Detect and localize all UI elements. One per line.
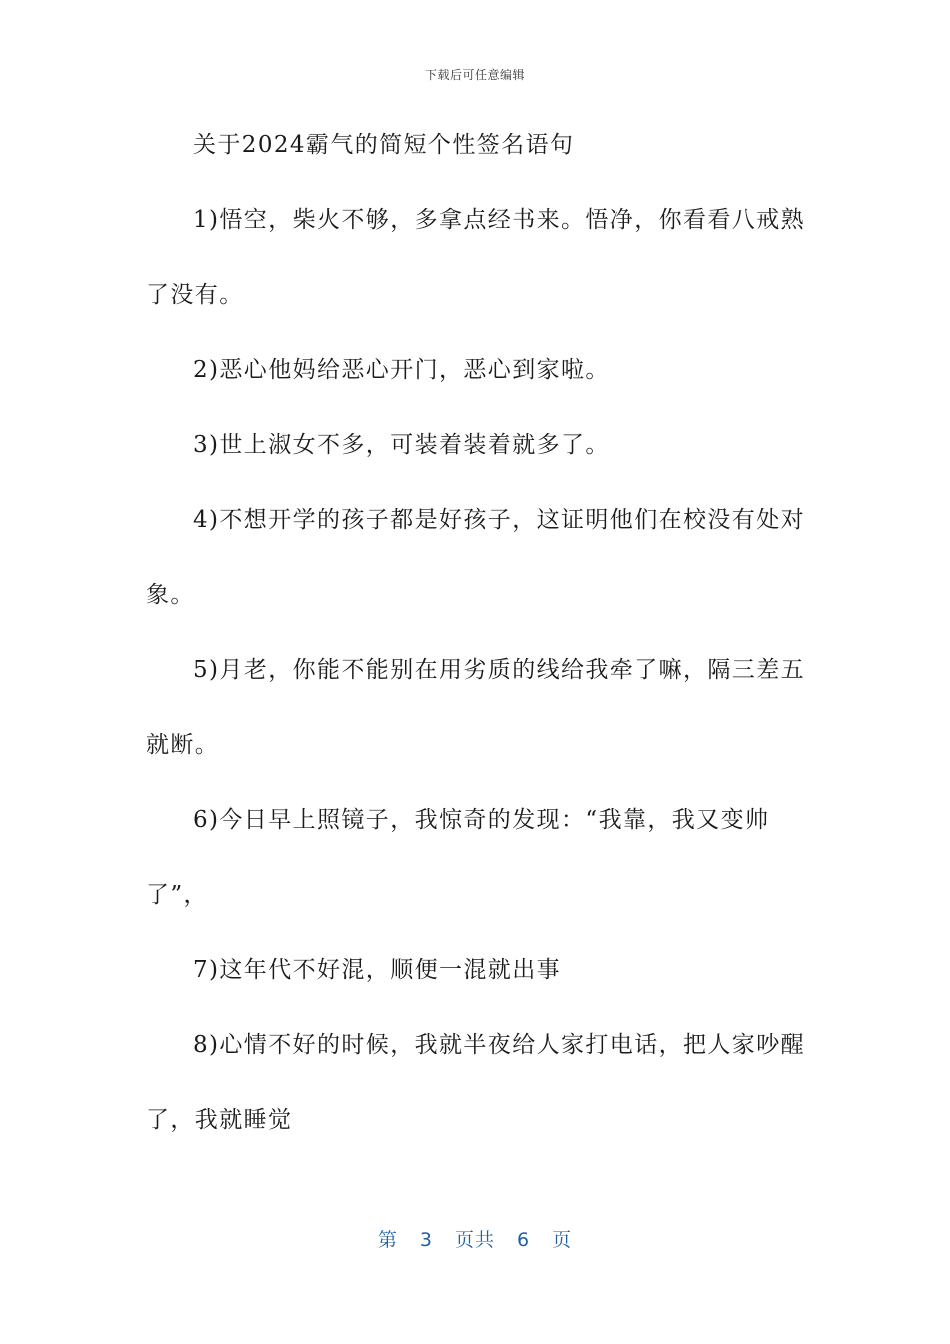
page-label-mid: 页共	[454, 1229, 495, 1251]
paragraph-line: 7)这年代不好混，顺便一混就出事	[193, 957, 562, 983]
paragraph-line: 5)月老，你能不能别在用劣质的线给我牵了嘛，隔三差五	[193, 657, 806, 683]
page-header: 下载后可任意编辑	[424, 68, 525, 82]
paragraph-line: 象。	[146, 582, 195, 608]
page-label-prefix: 第	[377, 1229, 398, 1251]
page-footer	[0, 1225, 950, 1252]
paragraph-line: 了，我就睡觉	[146, 1107, 293, 1133]
paragraph-line: 就断。	[146, 732, 220, 758]
paragraph-line: 2)恶心他妈给恶心开门，恶心到家啦。	[193, 357, 610, 383]
paragraph-line: 4)不想开学的孩子都是好孩子，这证明他们在校没有处对	[193, 507, 806, 533]
paragraph-line: 3)世上淑女不多，可装着装着就多了。	[193, 432, 610, 458]
paragraph-line: 了”，	[146, 882, 208, 908]
paragraph-line: 8)心情不好的时候，我就半夜给人家打电话，把人家吵醒	[193, 1032, 806, 1058]
document-title: 关于2024霸气的简短个性签名语句	[193, 132, 575, 158]
current-page-number: 3	[419, 1229, 433, 1251]
page-label-suffix: 页	[552, 1229, 573, 1251]
paragraph-line: 6)今日早上照镜子，我惊奇的发现：“我靠，我又变帅	[193, 807, 770, 833]
total-pages-number: 6	[517, 1229, 531, 1251]
paragraph-line: 1)悟空，柴火不够，多拿点经书来。悟净，你看看八戒熟	[193, 207, 806, 233]
paragraph-line: 了没有。	[146, 282, 244, 308]
